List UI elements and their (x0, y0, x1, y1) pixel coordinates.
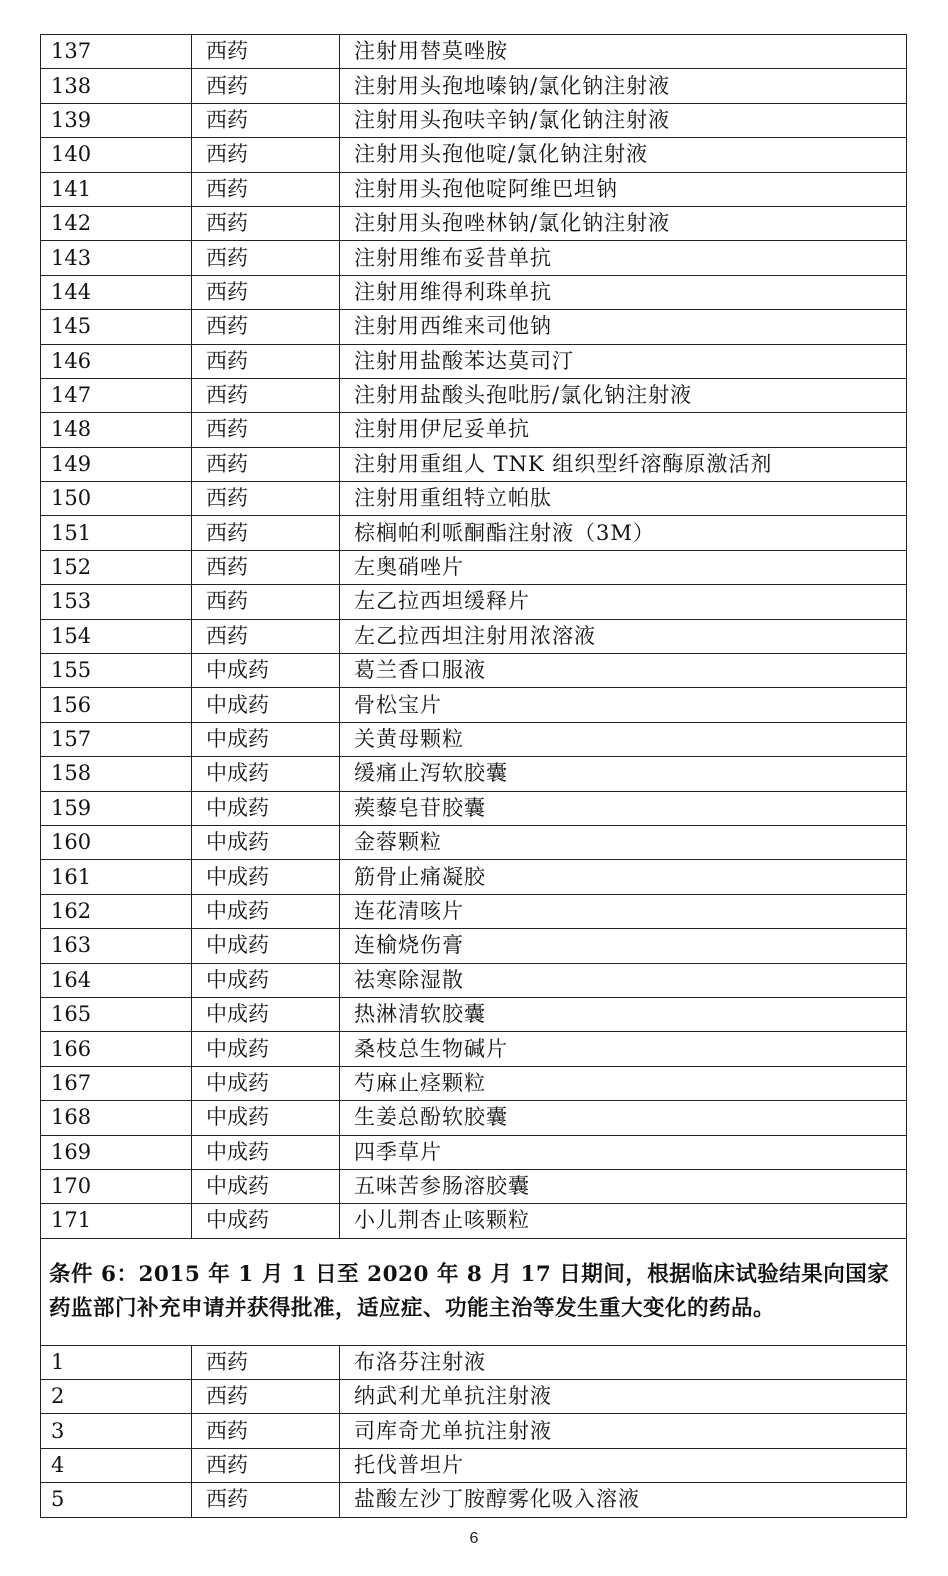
table-row (41, 1345, 907, 1379)
drug-name: 注射用头孢他啶阿维巴坦钠 (340, 172, 907, 206)
row-number: 157 (41, 722, 192, 756)
drug-category: 西药 (192, 1380, 340, 1414)
table-row (41, 103, 907, 137)
row-number: 142 (41, 206, 192, 240)
table-row (41, 585, 907, 619)
condition-6-text: 条件 6：2015 年 1 月 1 日至 2020 年 8 月 17 日期间，根据临床试验结果向国家药监部门补充申请并获得批准，适应症、功能主治等发生重大变化的药品。 (41, 1238, 907, 1345)
drug-category: 中成药 (192, 825, 340, 859)
row-number: 170 (41, 1169, 192, 1203)
table-row (41, 791, 907, 825)
drug-category: 中成药 (192, 1032, 340, 1066)
row-number: 4 (41, 1448, 192, 1482)
row-number: 165 (41, 997, 192, 1031)
row-number: 1 (41, 1345, 192, 1379)
drug-table-section-a (41, 35, 907, 1239)
table-row (41, 1101, 907, 1135)
drug-category: 中成药 (192, 791, 340, 825)
table-row (41, 138, 907, 172)
drug-category: 西药 (192, 413, 340, 447)
row-number: 139 (41, 103, 192, 137)
drug-category: 西药 (192, 447, 340, 481)
drug-name: 骨松宝片 (340, 688, 907, 722)
table-row (41, 1066, 907, 1100)
table-row (41, 860, 907, 894)
row-number: 161 (41, 860, 192, 894)
row-number: 140 (41, 138, 192, 172)
drug-name: 五味苦参肠溶胶囊 (340, 1169, 907, 1203)
drug-name: 缓痛止泻软胶囊 (340, 757, 907, 791)
drug-category: 中成药 (192, 860, 340, 894)
table-row (41, 1483, 907, 1517)
table-row (41, 963, 907, 997)
drug-category: 中成药 (192, 1169, 340, 1203)
row-number: 137 (41, 35, 192, 69)
drug-category: 中成药 (192, 722, 340, 756)
drug-category: 西药 (192, 103, 340, 137)
drug-name: 注射用头孢唑林钠/氯化钠注射液 (340, 206, 907, 240)
table-row (41, 447, 907, 481)
drug-name: 布洛芬注射液 (340, 1345, 907, 1379)
table-row (41, 241, 907, 275)
table-row (41, 1414, 907, 1448)
drug-category: 中成药 (192, 654, 340, 688)
table-row (41, 1135, 907, 1169)
table-row (41, 516, 907, 550)
table-row (41, 344, 907, 378)
row-number: 154 (41, 619, 192, 653)
table-row (41, 172, 907, 206)
drug-name: 注射用替莫唑胺 (340, 35, 907, 69)
drug-name: 左乙拉西坦注射用浓溶液 (340, 619, 907, 653)
page-number: 6 (469, 1530, 479, 1547)
drug-name: 注射用头孢他啶/氯化钠注射液 (340, 138, 907, 172)
drug-name: 托伐普坦片 (340, 1448, 907, 1482)
row-number: 159 (41, 791, 192, 825)
drug-name: 注射用盐酸苯达莫司汀 (340, 344, 907, 378)
drug-name: 注射用头孢呋辛钠/氯化钠注射液 (340, 103, 907, 137)
row-number: 160 (41, 825, 192, 859)
drug-category: 中成药 (192, 963, 340, 997)
condition-section (41, 1238, 907, 1345)
table-row (41, 619, 907, 653)
drug-category: 中成药 (192, 688, 340, 722)
drug-name: 关黄母颗粒 (340, 722, 907, 756)
drug-name: 左乙拉西坦缓释片 (340, 585, 907, 619)
row-number: 145 (41, 310, 192, 344)
row-number: 156 (41, 688, 192, 722)
drug-category: 西药 (192, 1345, 340, 1379)
table-row (41, 1448, 907, 1482)
drug-category: 西药 (192, 1414, 340, 1448)
drug-name: 连花清咳片 (340, 894, 907, 928)
row-number: 144 (41, 275, 192, 309)
drug-category: 西药 (192, 172, 340, 206)
drug-name: 芍麻止痉颗粒 (340, 1066, 907, 1100)
table-row (41, 929, 907, 963)
drug-name: 祛寒除湿散 (340, 963, 907, 997)
drug-table (40, 34, 907, 1518)
drug-name: 盐酸左沙丁胺醇雾化吸入溶液 (340, 1483, 907, 1517)
row-number: 146 (41, 344, 192, 378)
table-row (41, 413, 907, 447)
row-number: 143 (41, 241, 192, 275)
drug-name: 左奥硝唑片 (340, 550, 907, 584)
drug-category: 中成药 (192, 997, 340, 1031)
drug-category: 中成药 (192, 929, 340, 963)
row-number: 153 (41, 585, 192, 619)
drug-name: 金蓉颗粒 (340, 825, 907, 859)
drug-name: 生姜总酚软胶囊 (340, 1101, 907, 1135)
drug-name: 连榆烧伤膏 (340, 929, 907, 963)
condition-row (41, 1238, 907, 1345)
drug-category: 西药 (192, 69, 340, 103)
drug-list-sheet (40, 34, 906, 1518)
drug-category: 西药 (192, 206, 340, 240)
row-number: 3 (41, 1414, 192, 1448)
drug-category: 西药 (192, 344, 340, 378)
drug-name: 注射用维得利珠单抗 (340, 275, 907, 309)
drug-name: 注射用重组特立帕肽 (340, 482, 907, 516)
row-number: 166 (41, 1032, 192, 1066)
table-row (41, 894, 907, 928)
drug-category: 中成药 (192, 1101, 340, 1135)
row-number: 164 (41, 963, 192, 997)
drug-category: 西药 (192, 138, 340, 172)
drug-category: 西药 (192, 516, 340, 550)
drug-name: 注射用头孢地嗪钠/氯化钠注射液 (340, 69, 907, 103)
table-row (41, 1169, 907, 1203)
table-row (41, 825, 907, 859)
drug-category: 中成药 (192, 1204, 340, 1238)
row-number: 138 (41, 69, 192, 103)
drug-name: 小儿荆杏止咳颗粒 (340, 1204, 907, 1238)
row-number: 168 (41, 1101, 192, 1135)
drug-name: 注射用伊尼妥单抗 (340, 413, 907, 447)
drug-name: 四季草片 (340, 1135, 907, 1169)
row-number: 163 (41, 929, 192, 963)
row-number: 155 (41, 654, 192, 688)
table-row (41, 654, 907, 688)
drug-category: 西药 (192, 378, 340, 412)
table-row (41, 275, 907, 309)
table-row (41, 482, 907, 516)
row-number: 150 (41, 482, 192, 516)
row-number: 149 (41, 447, 192, 481)
row-number: 147 (41, 378, 192, 412)
drug-category: 西药 (192, 619, 340, 653)
drug-category: 中成药 (192, 757, 340, 791)
drug-name: 司库奇尤单抗注射液 (340, 1414, 907, 1448)
table-row (41, 688, 907, 722)
row-number: 162 (41, 894, 192, 928)
table-row (41, 997, 907, 1031)
table-row (41, 550, 907, 584)
drug-table-section-b (41, 1345, 907, 1517)
row-number: 158 (41, 757, 192, 791)
row-number: 151 (41, 516, 192, 550)
table-row (41, 310, 907, 344)
row-number: 152 (41, 550, 192, 584)
drug-name: 桑枝总生物碱片 (340, 1032, 907, 1066)
drug-category: 西药 (192, 1448, 340, 1482)
drug-category: 西药 (192, 310, 340, 344)
row-number: 171 (41, 1204, 192, 1238)
row-number: 167 (41, 1066, 192, 1100)
drug-name: 蒺藜皂苷胶囊 (340, 791, 907, 825)
drug-name: 热淋清软胶囊 (340, 997, 907, 1031)
drug-category: 西药 (192, 1483, 340, 1517)
row-number: 5 (41, 1483, 192, 1517)
drug-category: 中成药 (192, 1135, 340, 1169)
table-row (41, 35, 907, 69)
drug-category: 西药 (192, 585, 340, 619)
drug-category: 西药 (192, 35, 340, 69)
table-row (41, 757, 907, 791)
drug-name: 注射用维布妥昔单抗 (340, 241, 907, 275)
row-number: 141 (41, 172, 192, 206)
table-row (41, 722, 907, 756)
drug-category: 西药 (192, 482, 340, 516)
table-row (41, 1204, 907, 1238)
drug-category: 西药 (192, 550, 340, 584)
table-row (41, 378, 907, 412)
row-number: 169 (41, 1135, 192, 1169)
table-row (41, 1380, 907, 1414)
table-row (41, 69, 907, 103)
row-number: 148 (41, 413, 192, 447)
drug-category: 西药 (192, 241, 340, 275)
drug-name: 葛兰香口服液 (340, 654, 907, 688)
drug-category: 中成药 (192, 894, 340, 928)
row-number: 2 (41, 1380, 192, 1414)
drug-name: 注射用重组人 TNK 组织型纤溶酶原激活剂 (340, 447, 907, 481)
table-row (41, 206, 907, 240)
table-row (41, 1032, 907, 1066)
drug-category: 西药 (192, 275, 340, 309)
drug-name: 注射用盐酸头孢吡肟/氯化钠注射液 (340, 378, 907, 412)
drug-name: 棕榈帕利哌酮酯注射液（3M） (340, 516, 907, 550)
drug-name: 纳武利尤单抗注射液 (340, 1380, 907, 1414)
drug-name: 筋骨止痛凝胶 (340, 860, 907, 894)
drug-name: 注射用西维来司他钠 (340, 310, 907, 344)
drug-category: 中成药 (192, 1066, 340, 1100)
